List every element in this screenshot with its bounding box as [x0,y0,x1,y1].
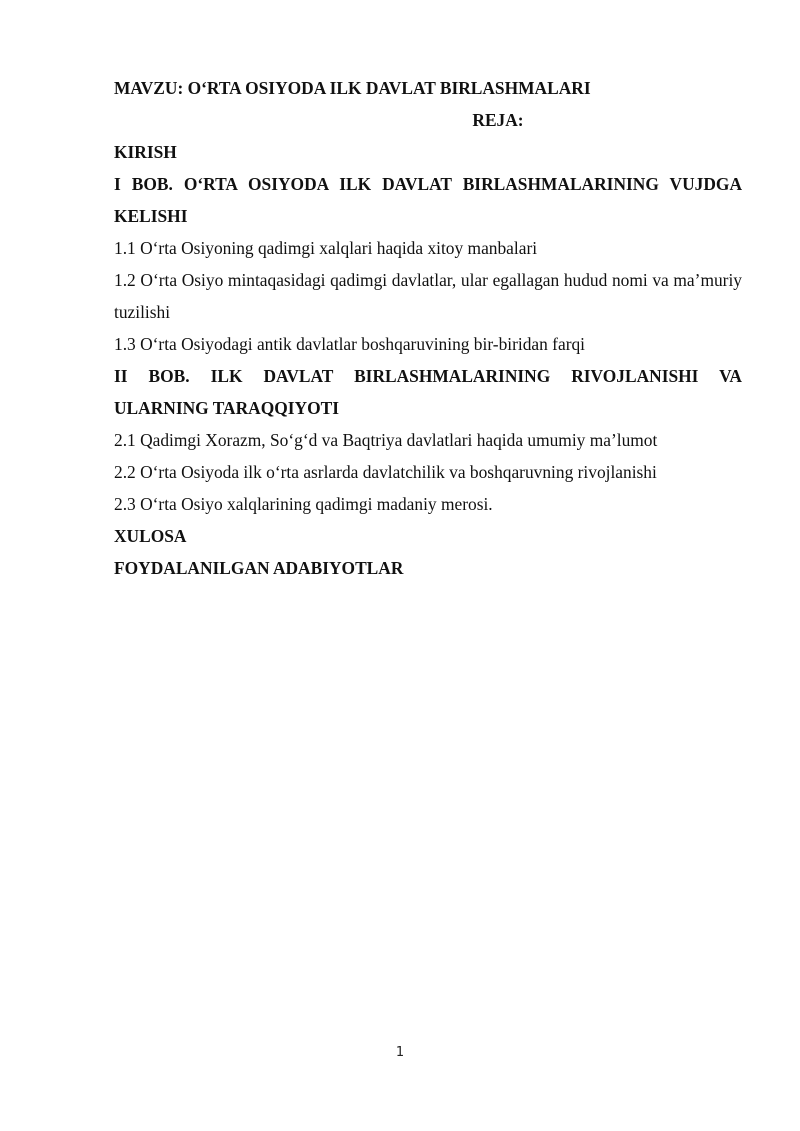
chapter1-item: 1.3 O‘rta Osiyodagi antik davlatlar boshqaruvining bir-biridan farqi [114,334,586,354]
chapter1-title-line1: I BOB. O‘RTA OSIYODA ILK DAVLAT BIRLASHMALARINING VUJDGA [114,174,742,194]
chapter2-title-line2: ULARNING TARAQQIYOTI [114,398,339,418]
intro-heading: KIRISH [114,142,177,162]
conclusion-heading: XULOSA [114,526,187,546]
chapter2-item: 2.3 O‘rta Osiyo xalqlarining qadimgi madaniy merosi. [114,494,493,514]
document-page [114,72,742,584]
chapter1-item: 1.2 O‘rta Osiyo mintaqasidagi qadimgi davlatlar, ular egallagan hudud nomi va ma’muriy tuzilishi [114,270,742,322]
page-number: 1 [395,1045,405,1060]
chapter1-item: 1.1 O‘rta Osiyoning qadimgi xalqlari haqida xitoy manbalari [114,238,538,258]
chapter2-item: 2.1 Qadimgi Xorazm, So‘g‘d va Baqtriya davlatlari haqida umumiy ma’lumot [114,430,658,450]
topic-title: MAVZU: O‘RTA OSIYODA ILK DAVLAT BIRLASHMALARI [114,78,591,98]
chapter1-title-line2: KELISHI [114,206,188,226]
chapter2-item: 2.2 O‘rta Osiyoda ilk o‘rta asrlarda davlatchilik va boshqaruvning rivojlanishi [114,462,657,482]
references-heading: FOYDALANILGAN ADABIYOTLAR [114,558,404,578]
plan-heading: REJA: [472,110,524,130]
chapter2-title-line1: II BOB. ILK DAVLAT BIRLASHMALARINING RIVOJLANISHI VA [114,366,742,386]
